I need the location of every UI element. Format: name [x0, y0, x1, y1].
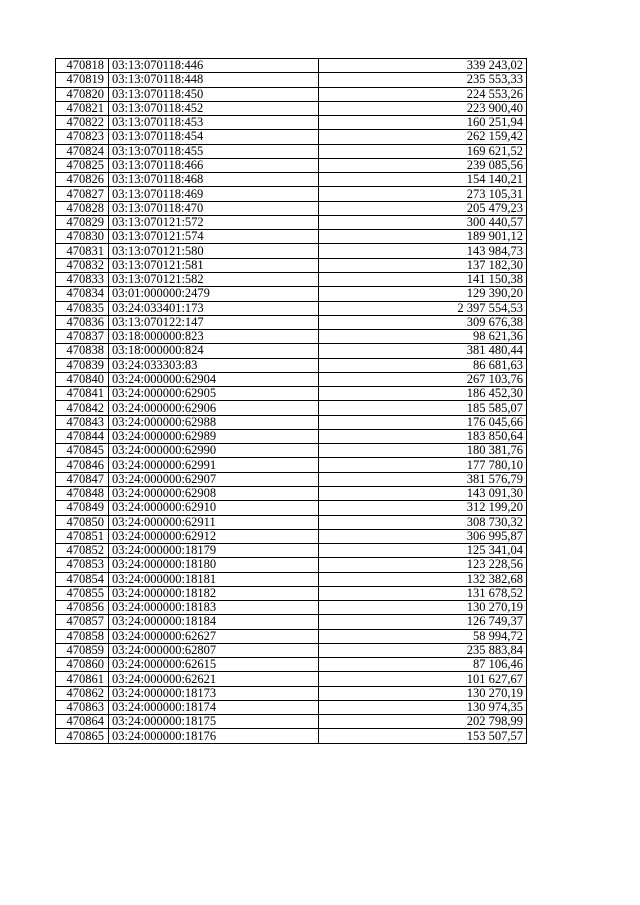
value-cell: 101 627,67: [319, 672, 527, 686]
table-row: [56, 672, 527, 686]
cadastral-number-cell: 03:18:000000:823: [109, 330, 319, 344]
cadastral-number-cell: 03:24:000000:62807: [109, 643, 319, 657]
cadastral-number-cell: 03:24:000000:18179: [109, 544, 319, 558]
value-cell: 98 621,36: [319, 330, 527, 344]
cadastral-number-cell: 03:24:000000:62906: [109, 401, 319, 415]
row-number-cell: 470826: [56, 173, 109, 187]
value-cell: 123 228,56: [319, 558, 527, 572]
cadastral-number-cell: 03:24:000000:62991: [109, 458, 319, 472]
cadastral-number-cell: 03:24:000000:18184: [109, 615, 319, 629]
table-row: [56, 330, 527, 344]
table-row: [56, 501, 527, 515]
value-cell: 267 103,76: [319, 372, 527, 386]
row-number-cell: 470837: [56, 330, 109, 344]
table-row: [56, 201, 527, 215]
cadastral-number-cell: 03:24:033401:173: [109, 301, 319, 315]
cadastral-number-cell: 03:13:070118:448: [109, 73, 319, 87]
row-number-cell: 470848: [56, 486, 109, 500]
row-number-cell: 470835: [56, 301, 109, 315]
table-row: [56, 429, 527, 443]
table-row: [56, 586, 527, 600]
table-row: [56, 287, 527, 301]
cadastral-number-cell: 03:24:000000:18183: [109, 601, 319, 615]
cadastral-number-cell: 03:24:000000:18175: [109, 715, 319, 729]
row-number-cell: 470832: [56, 258, 109, 272]
row-number-cell: 470829: [56, 215, 109, 229]
cadastral-number-cell: 03:01:000000:2479: [109, 287, 319, 301]
table-row: [56, 401, 527, 415]
table-row: [56, 387, 527, 401]
cadastral-number-cell: 03:13:070118:454: [109, 130, 319, 144]
cadastral-number-cell: 03:13:070118:470: [109, 201, 319, 215]
value-cell: 130 270,19: [319, 686, 527, 700]
row-number-cell: 470824: [56, 144, 109, 158]
cadastral-number-cell: 03:24:000000:18173: [109, 686, 319, 700]
cadastral-number-cell: 03:24:000000:18176: [109, 729, 319, 743]
value-cell: 312 199,20: [319, 501, 527, 515]
row-number-cell: 470827: [56, 187, 109, 201]
cadastral-number-cell: 03:24:000000:62907: [109, 472, 319, 486]
value-cell: 186 452,30: [319, 387, 527, 401]
cadastral-number-cell: 03:13:070118:469: [109, 187, 319, 201]
table-row: [56, 244, 527, 258]
cadastral-number-cell: 03:13:070121:574: [109, 230, 319, 244]
row-number-cell: 470853: [56, 558, 109, 572]
table-row: [56, 59, 527, 73]
table-row: [56, 715, 527, 729]
value-cell: 160 251,94: [319, 116, 527, 130]
row-number-cell: 470821: [56, 101, 109, 115]
table-row: [56, 372, 527, 386]
value-cell: 183 850,64: [319, 429, 527, 443]
value-cell: 309 676,38: [319, 315, 527, 329]
table-row: [56, 643, 527, 657]
cadastral-number-cell: 03:24:000000:62904: [109, 372, 319, 386]
row-number-cell: 470818: [56, 59, 109, 73]
cadastral-number-cell: 03:13:070118:453: [109, 116, 319, 130]
value-cell: 381 480,44: [319, 344, 527, 358]
value-cell: 239 085,56: [319, 158, 527, 172]
table-row: [56, 158, 527, 172]
value-cell: 143 984,73: [319, 244, 527, 258]
cadastral-number-cell: 03:24:000000:62621: [109, 672, 319, 686]
cadastral-number-cell: 03:24:000000:18180: [109, 558, 319, 572]
value-cell: 126 749,37: [319, 615, 527, 629]
value-cell: 153 507,57: [319, 729, 527, 743]
table-row: [56, 458, 527, 472]
row-number-cell: 470820: [56, 87, 109, 101]
table-row: [56, 144, 527, 158]
table-row: [56, 315, 527, 329]
row-number-cell: 470840: [56, 372, 109, 386]
value-cell: 308 730,32: [319, 515, 527, 529]
value-cell: 132 382,68: [319, 572, 527, 586]
cadastral-number-cell: 03:24:000000:62990: [109, 444, 319, 458]
value-cell: 223 900,40: [319, 101, 527, 115]
value-cell: 273 105,31: [319, 187, 527, 201]
row-number-cell: 470864: [56, 715, 109, 729]
row-number-cell: 470847: [56, 472, 109, 486]
row-number-cell: 470865: [56, 729, 109, 743]
cadastral-number-cell: 03:13:070118:452: [109, 101, 319, 115]
value-cell: 137 182,30: [319, 258, 527, 272]
row-number-cell: 470833: [56, 272, 109, 286]
table-row: [56, 529, 527, 543]
row-number-cell: 470862: [56, 686, 109, 700]
row-number-cell: 470825: [56, 158, 109, 172]
table-row: [56, 173, 527, 187]
row-number-cell: 470850: [56, 515, 109, 529]
value-cell: 154 140,21: [319, 173, 527, 187]
value-cell: 130 974,35: [319, 700, 527, 714]
cadastral-number-cell: 03:13:070122:147: [109, 315, 319, 329]
cadastral-number-cell: 03:13:070121:580: [109, 244, 319, 258]
value-cell: 143 091,30: [319, 486, 527, 500]
cadastral-number-cell: 03:24:000000:62912: [109, 529, 319, 543]
row-number-cell: 470836: [56, 315, 109, 329]
row-number-cell: 470822: [56, 116, 109, 130]
table-row: [56, 101, 527, 115]
value-cell: 381 576,79: [319, 472, 527, 486]
value-cell: 125 341,04: [319, 544, 527, 558]
cadastral-number-cell: 03:24:000000:18181: [109, 572, 319, 586]
value-cell: 339 243,02: [319, 59, 527, 73]
cadastral-number-cell: 03:13:070121:582: [109, 272, 319, 286]
cadastral-number-cell: 03:13:070118:455: [109, 144, 319, 158]
cadastral-number-cell: 03:13:070118:466: [109, 158, 319, 172]
document-page: [55, 58, 526, 744]
row-number-cell: 470854: [56, 572, 109, 586]
table-body: [56, 59, 527, 744]
value-cell: 58 994,72: [319, 629, 527, 643]
value-cell: 202 798,99: [319, 715, 527, 729]
row-number-cell: 470856: [56, 601, 109, 615]
value-cell: 189 901,12: [319, 230, 527, 244]
value-cell: 235 553,33: [319, 73, 527, 87]
table-row: [56, 116, 527, 130]
table-row: [56, 130, 527, 144]
cadastral-number-cell: 03:24:000000:62627: [109, 629, 319, 643]
row-number-cell: 470861: [56, 672, 109, 686]
cadastral-number-cell: 03:24:000000:62910: [109, 501, 319, 515]
value-cell: 177 780,10: [319, 458, 527, 472]
cadastral-value-table: [55, 58, 527, 744]
row-number-cell: 470841: [56, 387, 109, 401]
value-cell: 86 681,63: [319, 358, 527, 372]
cadastral-number-cell: 03:18:000000:824: [109, 344, 319, 358]
cadastral-number-cell: 03:24:000000:62989: [109, 429, 319, 443]
table-row: [56, 472, 527, 486]
row-number-cell: 470831: [56, 244, 109, 258]
value-cell: 141 150,38: [319, 272, 527, 286]
table-row: [56, 572, 527, 586]
table-row: [56, 230, 527, 244]
table-row: [56, 486, 527, 500]
row-number-cell: 470860: [56, 658, 109, 672]
table-row: [56, 558, 527, 572]
table-row: [56, 187, 527, 201]
value-cell: 87 106,46: [319, 658, 527, 672]
table-row: [56, 700, 527, 714]
table-row: [56, 515, 527, 529]
cadastral-number-cell: 03:24:033303:83: [109, 358, 319, 372]
cadastral-number-cell: 03:24:000000:62905: [109, 387, 319, 401]
value-cell: 180 381,76: [319, 444, 527, 458]
row-number-cell: 470819: [56, 73, 109, 87]
cadastral-number-cell: 03:13:070121:581: [109, 258, 319, 272]
row-number-cell: 470828: [56, 201, 109, 215]
row-number-cell: 470863: [56, 700, 109, 714]
table-row: [56, 658, 527, 672]
cadastral-number-cell: 03:24:000000:62988: [109, 415, 319, 429]
value-cell: 224 553,26: [319, 87, 527, 101]
row-number-cell: 470842: [56, 401, 109, 415]
row-number-cell: 470855: [56, 586, 109, 600]
row-number-cell: 470839: [56, 358, 109, 372]
value-cell: 300 440,57: [319, 215, 527, 229]
table-row: [56, 358, 527, 372]
row-number-cell: 470838: [56, 344, 109, 358]
table-row: [56, 272, 527, 286]
cadastral-number-cell: 03:24:000000:18174: [109, 700, 319, 714]
value-cell: 235 883,84: [319, 643, 527, 657]
cadastral-number-cell: 03:13:070118:450: [109, 87, 319, 101]
cadastral-number-cell: 03:13:070118:446: [109, 59, 319, 73]
table-row: [56, 686, 527, 700]
table-row: [56, 415, 527, 429]
cadastral-number-cell: 03:24:000000:18182: [109, 586, 319, 600]
value-cell: 185 585,07: [319, 401, 527, 415]
cadastral-number-cell: 03:13:070121:572: [109, 215, 319, 229]
cadastral-number-cell: 03:13:070118:468: [109, 173, 319, 187]
row-number-cell: 470859: [56, 643, 109, 657]
row-number-cell: 470846: [56, 458, 109, 472]
table-row: [56, 344, 527, 358]
table-row: [56, 729, 527, 743]
cadastral-number-cell: 03:24:000000:62615: [109, 658, 319, 672]
cadastral-number-cell: 03:24:000000:62911: [109, 515, 319, 529]
row-number-cell: 470852: [56, 544, 109, 558]
row-number-cell: 470851: [56, 529, 109, 543]
row-number-cell: 470830: [56, 230, 109, 244]
table-row: [56, 87, 527, 101]
row-number-cell: 470849: [56, 501, 109, 515]
value-cell: 130 270,19: [319, 601, 527, 615]
value-cell: 169 621,52: [319, 144, 527, 158]
cadastral-number-cell: 03:24:000000:62908: [109, 486, 319, 500]
table-row: [56, 615, 527, 629]
row-number-cell: 470845: [56, 444, 109, 458]
table-row: [56, 215, 527, 229]
value-cell: 205 479,23: [319, 201, 527, 215]
table-row: [56, 629, 527, 643]
table-row: [56, 444, 527, 458]
table-row: [56, 258, 527, 272]
value-cell: 2 397 554,53: [319, 301, 527, 315]
row-number-cell: 470857: [56, 615, 109, 629]
table-row: [56, 544, 527, 558]
row-number-cell: 470843: [56, 415, 109, 429]
value-cell: 262 159,42: [319, 130, 527, 144]
table-row: [56, 73, 527, 87]
table-row: [56, 601, 527, 615]
row-number-cell: 470844: [56, 429, 109, 443]
value-cell: 306 995,87: [319, 529, 527, 543]
value-cell: 131 678,52: [319, 586, 527, 600]
row-number-cell: 470858: [56, 629, 109, 643]
value-cell: 176 045,66: [319, 415, 527, 429]
value-cell: 129 390,20: [319, 287, 527, 301]
row-number-cell: 470823: [56, 130, 109, 144]
row-number-cell: 470834: [56, 287, 109, 301]
table-row: [56, 301, 527, 315]
